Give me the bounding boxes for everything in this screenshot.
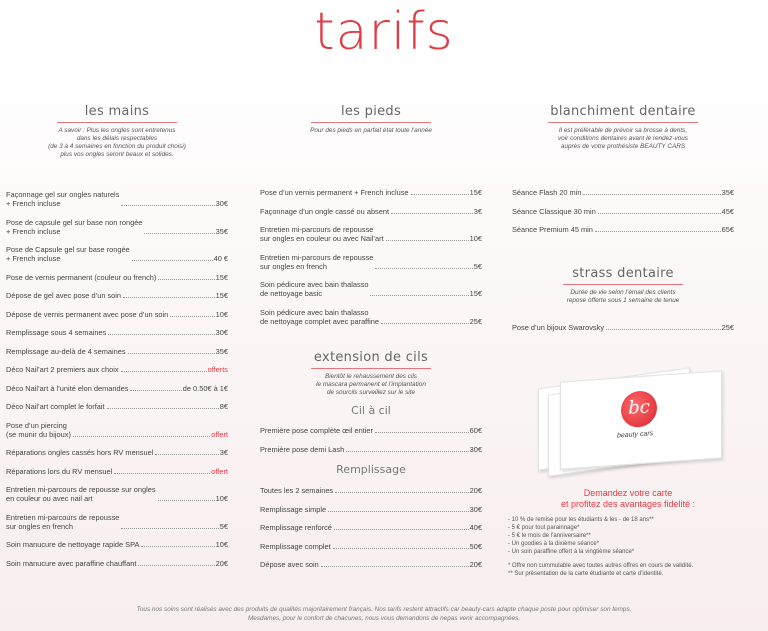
service-price: 15€ — [215, 272, 228, 282]
price-row — [6, 384, 228, 393]
section-cils — [260, 350, 482, 579]
price-row — [260, 542, 482, 551]
price-row — [6, 513, 228, 531]
price-row — [6, 467, 228, 476]
price-list-mains — [6, 190, 228, 568]
service-price: offert — [211, 466, 228, 476]
dot-leader — [370, 295, 468, 296]
service-label: Remplissage renforcé — [260, 523, 332, 532]
service-price: 15€ — [469, 188, 482, 197]
service-price: 35€ — [215, 226, 228, 236]
service-label: Séance Premium 45 min — [512, 225, 593, 234]
service-price: 30€ — [469, 444, 482, 454]
price-row — [6, 291, 228, 300]
dot-leader — [138, 565, 214, 566]
price-row — [6, 310, 228, 319]
beauty-cars-logo: bc — [621, 390, 657, 429]
dot-leader — [158, 279, 214, 280]
service-label: Remplissage simple — [260, 504, 327, 514]
subsection-title-cil: Cil à cil — [351, 404, 391, 417]
service-label: Séance Flash 20 min — [512, 188, 582, 197]
dot-leader — [583, 194, 720, 195]
service-price: 25€ — [721, 323, 734, 332]
divider — [548, 122, 698, 123]
price-row — [512, 225, 734, 234]
loyalty-promo — [508, 488, 748, 578]
price-row — [512, 207, 734, 216]
service-label: Dépose de gel avec pose d’un soin — [6, 291, 122, 300]
price-row — [6, 485, 228, 503]
dot-leader — [381, 323, 469, 324]
dot-leader — [391, 213, 473, 214]
service-price: 25€ — [469, 316, 482, 326]
service-label: Entretien mi-parcours de repousse sur ongles en french — [260, 252, 374, 271]
promo-list — [508, 516, 748, 556]
service-price: offert — [211, 429, 228, 439]
price-row — [260, 505, 482, 514]
service-label: Soin pédicure avec bain thalasso de nettoyage complet avec paraffine — [260, 307, 380, 326]
price-row — [6, 540, 228, 549]
dot-leader — [128, 353, 215, 354]
dot-leader — [375, 432, 469, 433]
beauty-cars-logo-text: beauty cars — [617, 430, 654, 440]
service-price: de 0.50€ à 1€ — [182, 383, 228, 393]
dot-leader — [130, 390, 181, 391]
divider — [311, 368, 431, 369]
service-label: Pose de vernis permanent (couleur ou french) — [6, 272, 157, 282]
price-row — [6, 421, 228, 439]
section-title-pieds: les pieds — [340, 104, 402, 119]
service-price: 30€ — [215, 328, 228, 337]
service-price: 20€ — [469, 560, 482, 569]
service-label: Soin manucure de nettoyage rapide SPA — [6, 540, 140, 549]
price-row — [260, 560, 482, 569]
dot-leader — [123, 297, 215, 298]
dot-leader — [386, 240, 469, 241]
dot-leader — [121, 528, 218, 529]
promo-footnote-1: * Offre non cummulable avec toutes autres offres en cours de validité. — [508, 563, 694, 569]
service-label: Réparations ongles cassés hors RV mensuel — [6, 448, 154, 457]
price-row — [260, 486, 482, 495]
section-note-pieds: Pour des pieds en parfait état toute l’année — [310, 127, 432, 134]
service-label: Remplissage au-delà de 4 semaines — [6, 346, 126, 356]
service-price: 20€ — [215, 558, 228, 568]
subsection-title-remplissage: Remplissage — [336, 463, 406, 476]
price-row — [260, 225, 482, 243]
dot-leader — [158, 500, 215, 501]
service-price: 30€ — [469, 504, 482, 514]
section-title-blanchiment: blanchiment dentaire — [550, 104, 696, 119]
service-price: 10€ — [469, 234, 482, 243]
service-label: Dépose de vernis permanent avec pose d’un soin — [6, 309, 169, 319]
price-row — [6, 218, 228, 236]
service-label: Pose d’un bijoux Swarovsky — [512, 323, 605, 332]
price-row — [6, 448, 228, 457]
service-label: Séance Classique 30 min — [512, 206, 596, 216]
service-label: Première pose demi Lash — [260, 444, 345, 454]
section-note-strass: Durée de vie selon l’émail des clients repose offerte sous 1 semaine de tenue — [566, 289, 680, 304]
section-title-strass: strass dentaire — [572, 266, 674, 281]
promo-list-item: - 5 € pour tout parainnage* — [508, 525, 580, 531]
service-label: Remplissage sous 4 semaines — [6, 328, 107, 337]
service-label: Pose de Capsule gel sur base rongée + French incluse — [6, 245, 130, 263]
service-price: 40€ — [469, 523, 482, 532]
section-blanchiment — [512, 104, 734, 244]
divider — [57, 122, 177, 123]
price-row — [260, 308, 482, 326]
price-row — [6, 328, 228, 337]
section-note-mains: A savoir : Plus les ongles sont entretenus dans les délais respectables (de 3 à 4 semaines en fonction du produit choisi) plus vos ongles seront beaux et solides. — [48, 127, 186, 158]
service-label: Déco Nail’art à l’unité elon demandes — [6, 383, 129, 393]
card-front — [560, 370, 722, 469]
service-label: Entretien mi-parcours de repousse sur ongles en couleur ou avec Nail’art — [260, 225, 384, 243]
dot-leader — [121, 371, 207, 372]
price-list-strass — [512, 323, 734, 332]
dot-leader — [107, 408, 219, 409]
service-price: 35€ — [721, 188, 734, 197]
service-label: Pose de capsule gel sur base non rongée + French incluse — [6, 217, 143, 236]
price-row — [260, 523, 482, 532]
service-price: 30€ — [215, 199, 228, 208]
dot-leader — [598, 213, 721, 214]
dot-leader — [328, 511, 469, 512]
dot-leader — [114, 473, 210, 474]
price-row — [512, 323, 734, 332]
dot-leader — [155, 454, 218, 455]
service-label: Première pose complète œil entier — [260, 426, 373, 435]
dot-leader — [321, 566, 469, 567]
service-label: Déco Nail’art 2 premiers aux choix — [6, 365, 119, 374]
service-price: 20€ — [469, 486, 482, 495]
service-price: 15€ — [215, 291, 228, 300]
price-row — [260, 188, 482, 197]
section-note-blanchiment: Il est préférable de prévoir sa brosse à dents, voir conditions dentaires avant le rendez-vous auprès de votre prothésiste BEAUTY CARS — [557, 127, 689, 150]
service-label: Réparations lors du RV mensuel — [6, 466, 113, 476]
dot-leader — [141, 546, 214, 547]
business-cards-image — [528, 358, 722, 470]
price-row — [6, 273, 228, 282]
divider — [311, 122, 431, 123]
dot-leader — [334, 529, 469, 530]
price-row — [512, 188, 734, 197]
promo-heading: Demandez votre carte et profitez des avantages fidelité : — [560, 488, 696, 509]
dot-leader — [606, 329, 721, 330]
price-row — [260, 207, 482, 216]
service-price: offerts — [207, 365, 228, 374]
promo-list-item: - 5 € le mois de l’anniversaire** — [508, 533, 591, 539]
divider — [563, 284, 683, 285]
price-row — [260, 253, 482, 271]
price-list-remplissage — [260, 486, 482, 569]
dot-leader — [411, 194, 469, 195]
dot-leader — [335, 492, 469, 493]
service-label: Façonnage gel sur ongles naturels + French incluse — [6, 190, 120, 208]
service-price: 5€ — [473, 261, 482, 271]
section-pieds — [260, 104, 482, 335]
price-row — [260, 445, 482, 454]
service-price: 50€ — [469, 541, 482, 551]
section-strass — [512, 266, 734, 342]
section-note-cils: Bientôt le rehaussement des cils le mascara permanent et l’implantation de sourcils surveillez sur le site — [316, 373, 426, 396]
service-price: 10€ — [215, 494, 228, 503]
promo-list-item: - 10 % de remise pour les étudiants & les - de 18 ans** — [508, 517, 654, 523]
service-label: Façonnage d’un ongle cassé ou absent — [260, 206, 390, 216]
price-row — [6, 347, 228, 356]
service-price: 10€ — [215, 540, 228, 549]
service-price: 60€ — [469, 426, 482, 435]
service-price: 45€ — [721, 206, 734, 216]
promo-footnote-2: ** Sur présentation de la carte étudiante et carte d’identité. — [508, 571, 664, 577]
price-row — [260, 280, 482, 298]
service-price: 35€ — [215, 346, 228, 356]
price-row — [6, 190, 228, 208]
dot-leader — [170, 316, 214, 317]
dot-leader — [132, 260, 213, 261]
service-price: 10€ — [215, 309, 228, 319]
dot-leader — [333, 548, 469, 549]
promo-list-item: - Un soin paraffine offert à la vingtième séance* — [508, 549, 635, 555]
page-title: tarifs — [314, 2, 454, 62]
section-title-mains: les mains — [84, 104, 150, 119]
promo-list-item: - Un goodies à la dixième séance* — [508, 541, 600, 547]
section-mains — [6, 104, 228, 577]
price-list-pieds — [260, 188, 482, 326]
price-row — [6, 559, 228, 568]
dot-leader — [108, 334, 214, 335]
dot-leader — [375, 268, 472, 269]
price-row — [6, 365, 228, 374]
service-label: Remplissage complet — [260, 541, 331, 551]
price-row — [6, 245, 228, 263]
footer-note: Tous nos soins sont réalisés avec des produits de qualités majoritairement français. Nos tarifs restent attractifs car beauty-cars adapte chaque poste pour optimiser son temps. Mesdames, pour le confort de chacunes, nous vous demandons de nepas venir accompagnées. — [136, 606, 632, 622]
service-label: Dépose avec soin — [260, 560, 319, 569]
service-price: 3€ — [473, 206, 482, 216]
service-label: Pose d’un vernis permanent + French incluse — [260, 188, 409, 197]
price-list-cil — [260, 426, 482, 454]
service-price: 40 € — [213, 254, 228, 263]
price-row — [6, 402, 228, 411]
dot-leader — [144, 233, 214, 234]
service-label: Soin pédicure avec bain thalasso de nettoyage basic — [260, 280, 369, 298]
service-price: 5€ — [219, 521, 228, 531]
service-label: Déco Nail’art complet le forfait — [6, 402, 105, 411]
dot-leader — [73, 436, 210, 437]
service-price: 65€ — [721, 225, 734, 234]
dot-leader — [595, 231, 721, 232]
service-label: Soin manucure avec paraffine chauffant — [6, 558, 137, 568]
service-price: 8€ — [219, 402, 228, 411]
service-label: Toutes les 2 semaines — [260, 486, 334, 495]
price-list-blanchiment — [512, 188, 734, 234]
section-title-cils: extension de cils — [313, 350, 429, 365]
price-row — [260, 426, 482, 435]
dot-leader — [121, 205, 214, 206]
service-label: Entretien mi-parcours de repousse sur ongles en french — [6, 512, 120, 531]
service-price: 15€ — [469, 289, 482, 298]
service-label: Entretien mi-parcours de repousse sur ongles en couleur ou avec nail art — [6, 485, 156, 503]
service-label: Pose d’un piercing (se munir du bijoux) — [6, 420, 71, 439]
service-price: 3€ — [219, 448, 228, 457]
dot-leader — [346, 451, 468, 452]
